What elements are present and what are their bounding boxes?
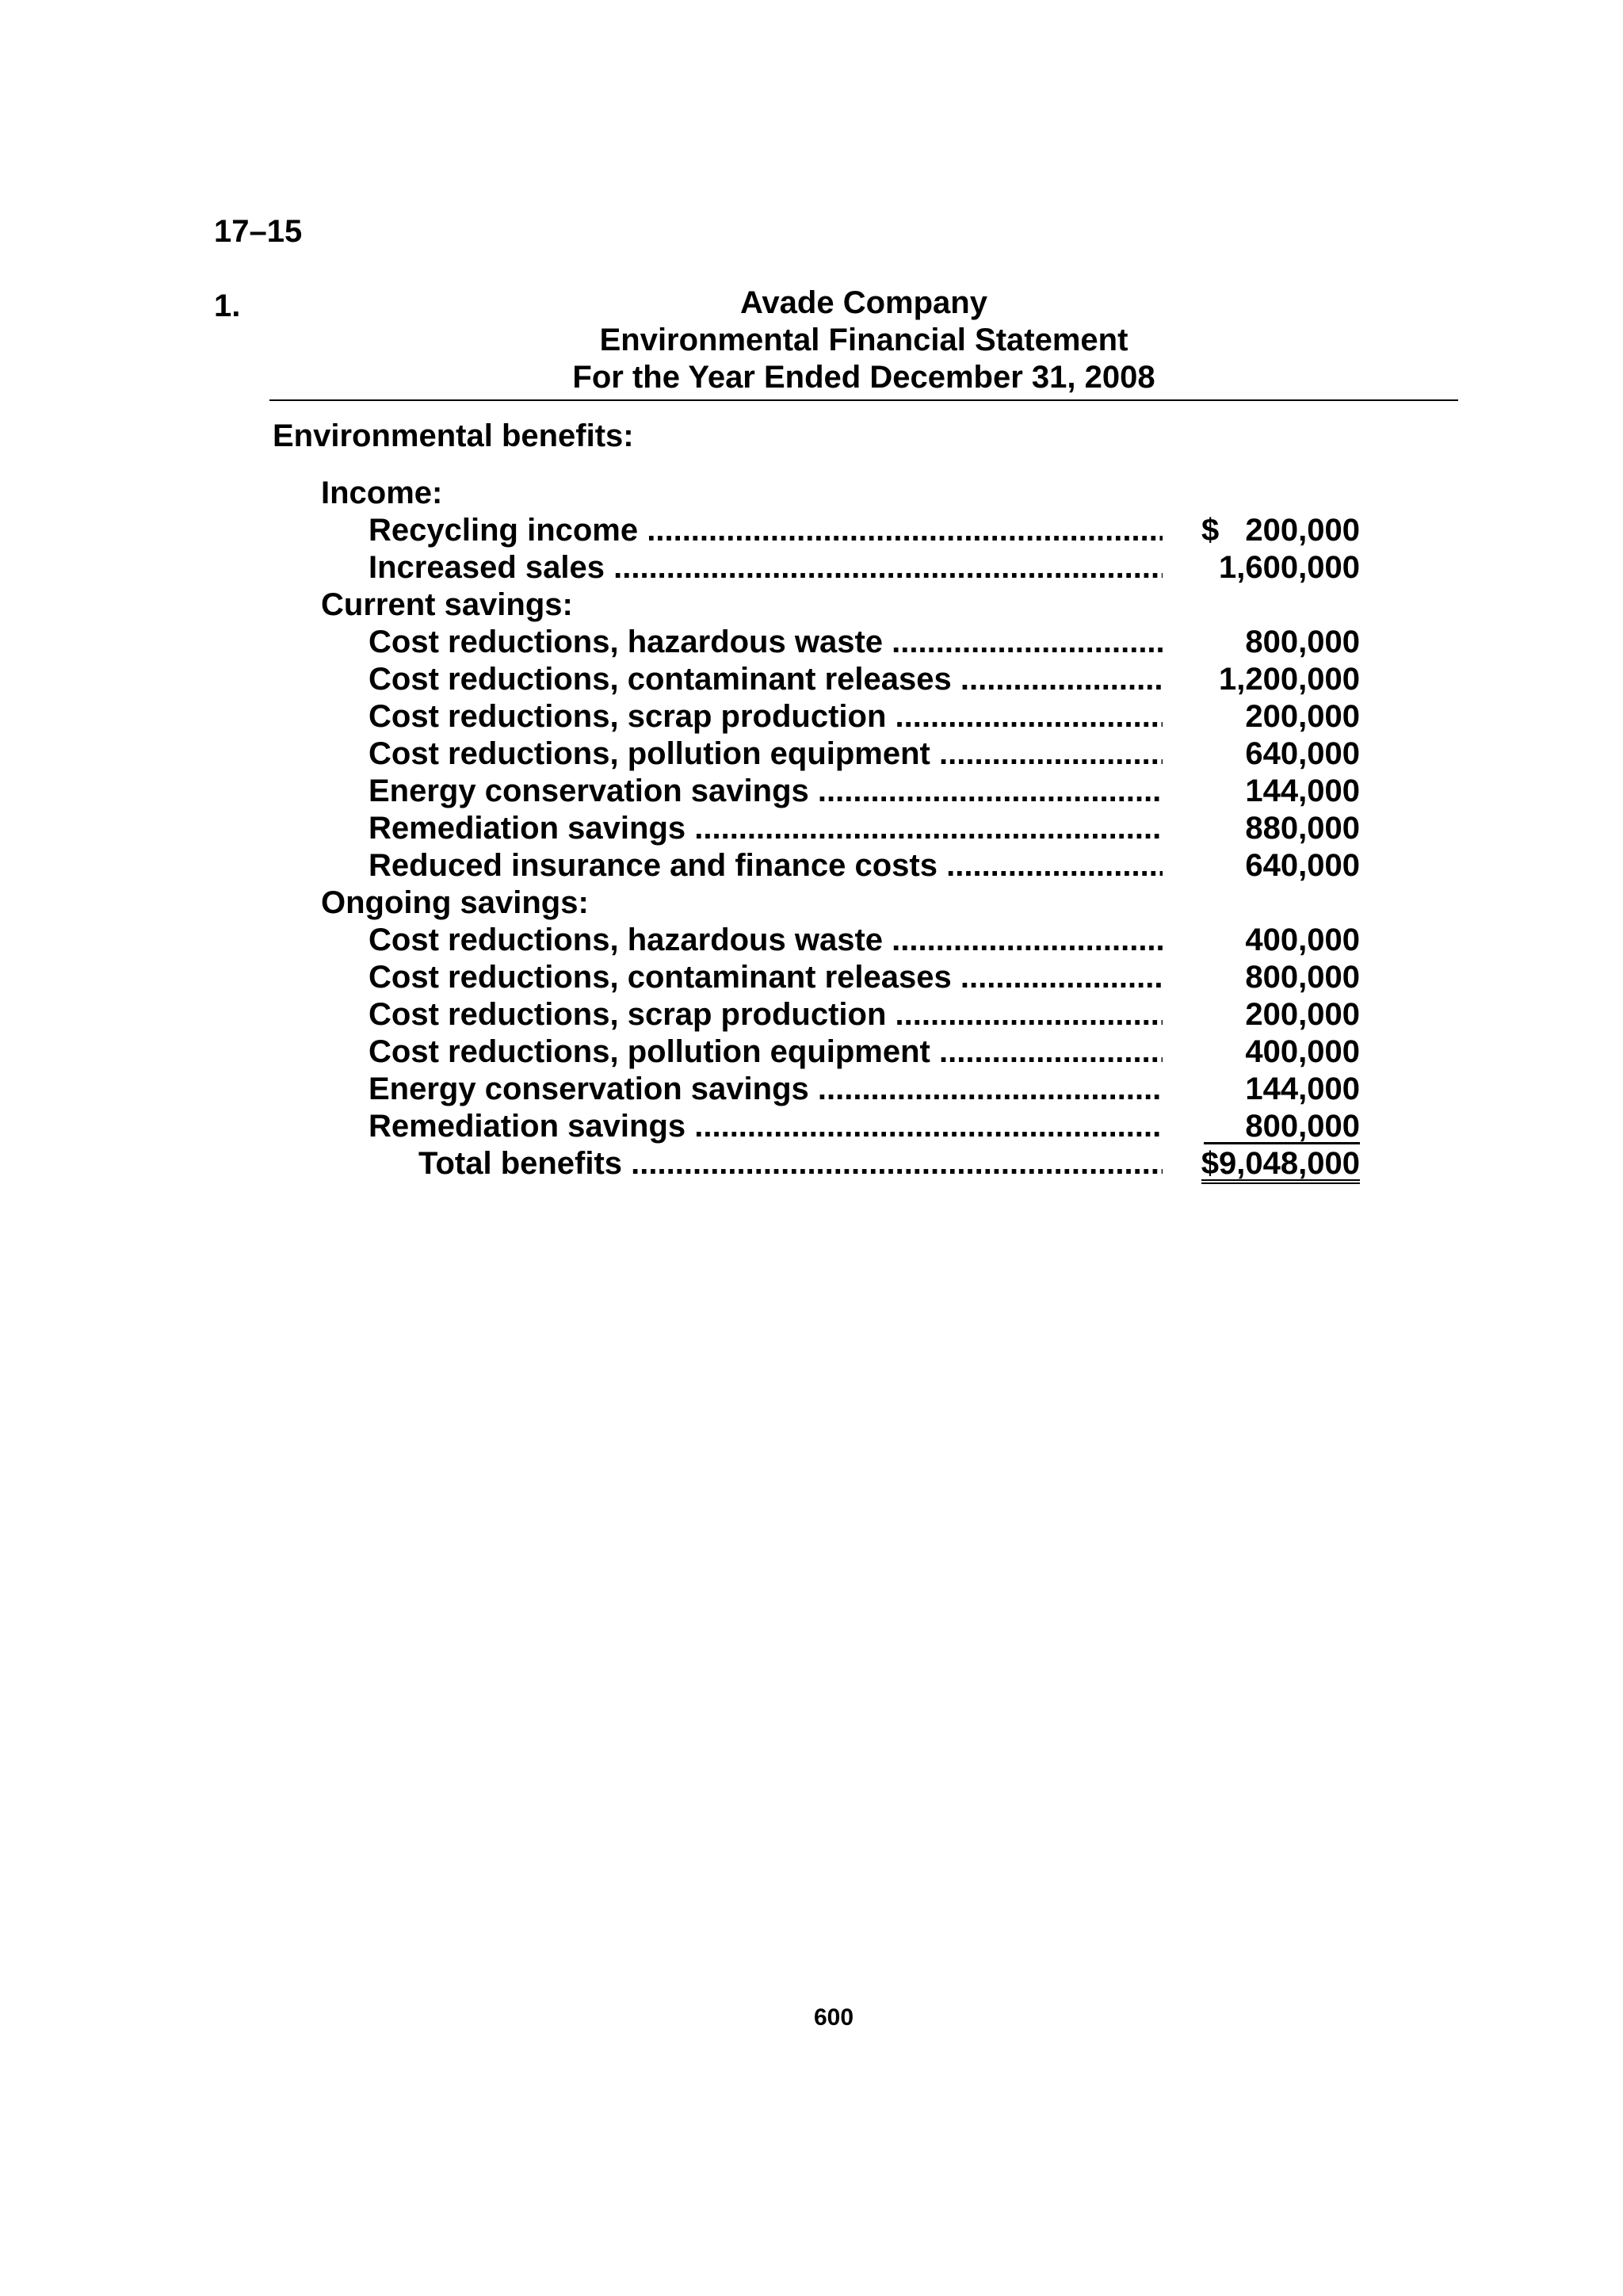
- row-label: Reduced insurance and finance costs .....: [369, 847, 1163, 884]
- row-amount-value: 800,000: [1245, 625, 1360, 659]
- line-item-row: [0, 996, 1623, 1033]
- total-row: [0, 1145, 1623, 1182]
- statement-title: Environmental Financial Statement: [599, 323, 1128, 357]
- row-label: Cost reductions, pollution equipment .....: [369, 735, 1163, 773]
- row-label: Cost reductions, pollution equipment .....: [369, 1033, 1163, 1071]
- row-amount-value: 1,600,000: [1219, 550, 1360, 585]
- row-amount: [1189, 847, 1360, 884]
- line-item-row: [0, 847, 1623, 884]
- row-amount: [1189, 1033, 1360, 1071]
- line-item-row: [0, 810, 1623, 847]
- row-amount: [1189, 624, 1360, 661]
- row-amount-value: 400,000: [1245, 923, 1360, 957]
- row-amount: [1189, 922, 1360, 959]
- section-label: Environmental benefits:: [273, 418, 634, 453]
- page-number: 600: [813, 2004, 854, 2030]
- dollar-sign: $: [1201, 513, 1220, 548]
- row-label: Recycling income .....: [369, 512, 1163, 549]
- row-label: Cost reductions, scrap production .....: [369, 996, 1163, 1033]
- line-item-row: [0, 1033, 1623, 1071]
- group-heading-row: [0, 586, 1623, 624]
- row-label: Income:: [321, 476, 443, 510]
- row-amount-value: 880,000: [1245, 811, 1360, 846]
- row-label: Energy conservation savings .....: [369, 773, 1163, 810]
- row-label: Cost reductions, hazardous waste .....: [369, 624, 1163, 661]
- row-amount: [1189, 959, 1360, 996]
- problem-number: 17–15: [214, 214, 303, 249]
- line-item-row: [0, 698, 1623, 735]
- row-label: Remediation savings .....: [369, 810, 1163, 847]
- heading-rule: [269, 399, 1458, 401]
- statement-period: For the Year Ended December 31, 2008: [572, 360, 1155, 395]
- line-item-row: [0, 661, 1623, 698]
- row-amount: [1189, 1108, 1360, 1145]
- row-label: Current savings:: [321, 587, 573, 622]
- row-label: Cost reductions, hazardous waste .....: [369, 922, 1163, 959]
- row-amount-value: 640,000: [1245, 848, 1360, 883]
- row-amount: [1189, 549, 1360, 586]
- row-amount-value: 200,000: [1245, 699, 1360, 734]
- row-amount: [1189, 698, 1360, 735]
- row-label: Cost reductions, scrap production .....: [369, 698, 1163, 735]
- row-amount-value: 400,000: [1245, 1034, 1360, 1069]
- row-amount: [1189, 810, 1360, 847]
- line-item-row: [0, 512, 1623, 549]
- line-item-row: [0, 549, 1623, 586]
- row-amount: [1189, 1071, 1360, 1108]
- line-item-row: [0, 773, 1623, 810]
- row-amount-value: 800,000: [1204, 1110, 1360, 1144]
- row-amount: [1189, 996, 1360, 1033]
- group-heading-row: [0, 884, 1623, 922]
- row-label: Ongoing savings:: [321, 885, 589, 920]
- line-item-row: [0, 1108, 1623, 1145]
- row-amount: [1189, 1145, 1360, 1184]
- row-amount: [1189, 773, 1360, 810]
- part-number: 1.: [214, 288, 241, 323]
- row-amount-value: 640,000: [1245, 736, 1360, 771]
- row-amount-value: 800,000: [1245, 960, 1360, 995]
- line-item-row: [0, 959, 1623, 996]
- row-label: Energy conservation savings .....: [369, 1071, 1163, 1108]
- row-label: Remediation savings .....: [369, 1108, 1163, 1145]
- group-heading-row: [0, 475, 1623, 512]
- line-item-row: [0, 1071, 1623, 1108]
- row-amount-value: 144,000: [1245, 1072, 1360, 1106]
- row-amount-value: 200,000: [1245, 997, 1360, 1032]
- row-amount-value: 1,200,000: [1219, 662, 1360, 697]
- line-item-row: [0, 735, 1623, 773]
- row-amount-value: $9,048,000: [1201, 1148, 1360, 1184]
- row-label: Increased sales .....: [369, 549, 1163, 586]
- statement-heading: [269, 285, 1458, 396]
- statement-table: [0, 475, 1623, 1182]
- row-amount: [1189, 661, 1360, 698]
- row-amount-value: 200,000: [1245, 513, 1360, 548]
- line-item-row: [0, 922, 1623, 959]
- row-label: Total benefits .....: [418, 1145, 1163, 1182]
- company-name: Avade Company: [740, 285, 987, 320]
- row-label: Cost reductions, contaminant releases .....: [369, 661, 1163, 698]
- line-item-row: [0, 624, 1623, 661]
- row-amount-value: 144,000: [1245, 774, 1360, 808]
- row-label: Cost reductions, contaminant releases .....: [369, 959, 1163, 996]
- row-amount: [1189, 512, 1360, 549]
- row-amount: [1189, 735, 1360, 773]
